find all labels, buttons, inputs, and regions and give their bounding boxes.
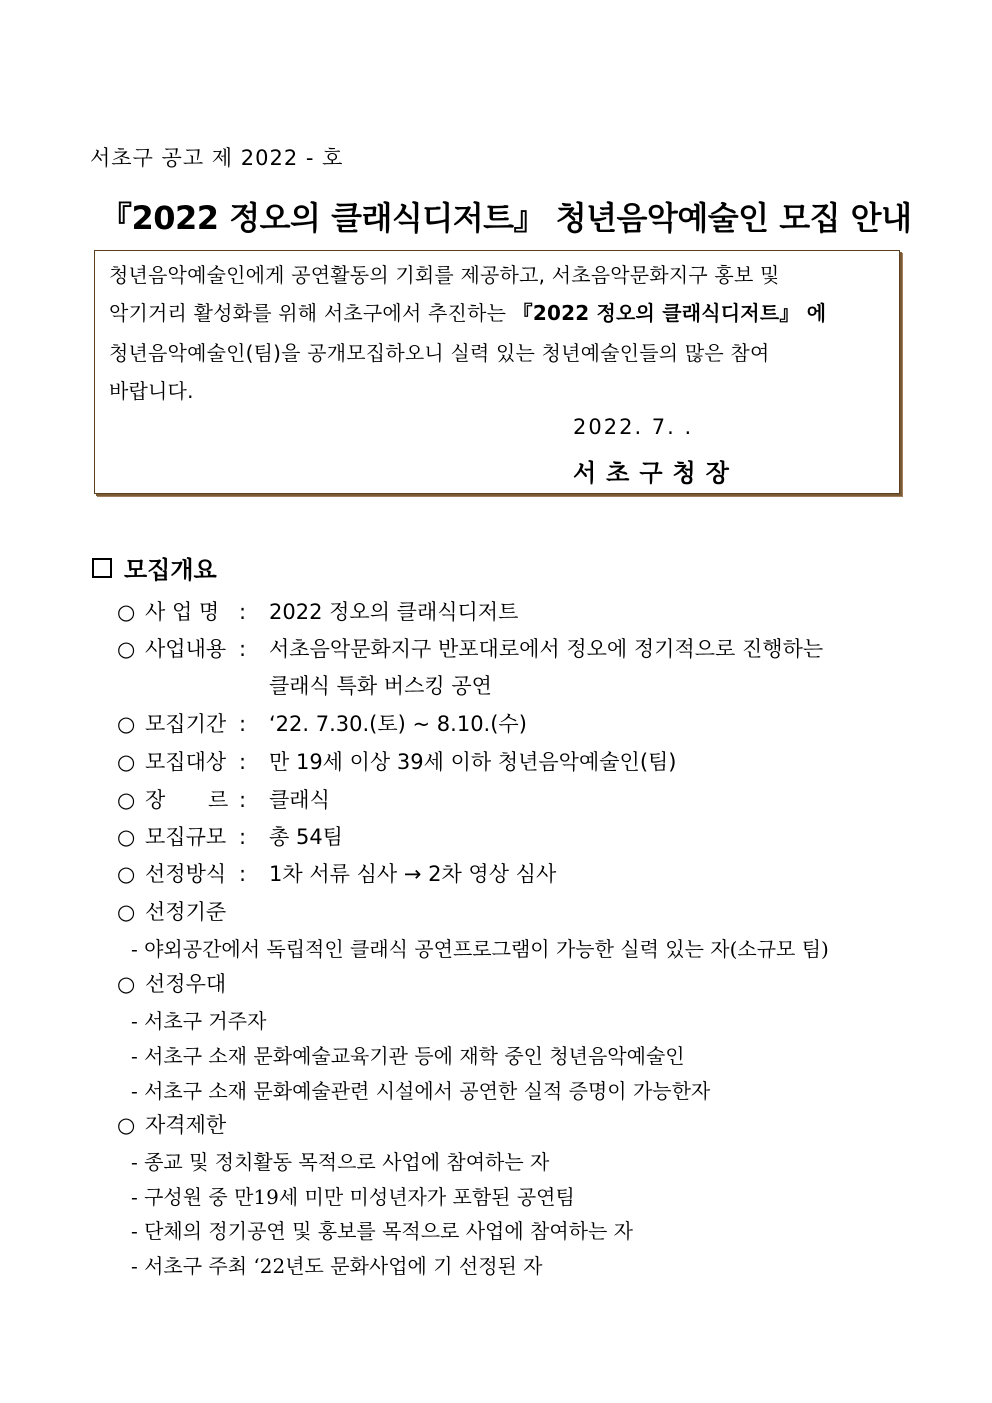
item-target [117,746,677,776]
item-business-content [117,633,823,663]
intro-line-4: 바랍니다. [109,379,194,403]
section-title [92,550,217,585]
item-colon: : [239,825,247,849]
section-title-text: 모집개요 [124,556,217,584]
item-value: 1차 서류 심사 → 2차 영상 심사 [269,862,557,886]
notice-date: 2022. 7. . [573,415,694,439]
item-value: 2022 정오의 클래식디저트 [269,600,519,624]
item-business-content-cont [269,670,492,700]
criteria-item: - 야외공간에서 독립적인 클래식 공연프로그램이 가능한 실력 있는 자(소규모 팀) [131,937,829,961]
preference-item: - 서초구 소재 문화예술관련 시설에서 공연한 실적 증명이 가능한자 [131,1079,711,1103]
page-title: 『2022 정오의 클래식디저트』 청년음악예술인 모집 안내 [100,199,912,237]
intro-line-1: 청년음악예술인에게 공연활동의 기회를 제공하고, 서초음악문화지구 홍보 및 [109,263,780,287]
item-value: 서초음악문화지구 반포대로에서 정오에 정기적으로 진행하는 [269,637,824,661]
bullet-icon: ○ [117,712,136,736]
intro-line-2-project: 『2022 정오의 클래식디저트』 에 [512,301,827,325]
item-scale [117,821,343,851]
restriction-item: - 서초구 주최 ‘22년도 문화사업에 기 선정된 자 [131,1254,543,1278]
item-period [117,708,527,738]
bullet-icon: ○ [117,1113,136,1137]
item-label: 선정우대 [145,972,227,996]
item-value: 클래식 [269,788,330,812]
intro-line-3: 청년음악예술인(팀)을 공개모집하오니 실력 있는 청년예술인들의 많은 참여 [109,341,770,365]
item-label: 모집규모 [145,825,227,849]
item-genre [117,784,330,814]
item-value: 만 19세 이상 39세 이하 청년음악예술인(팀) [269,750,677,774]
intro-line-2 [109,297,826,326]
item-label: 자격제한 [145,1113,227,1137]
item-label: 선정방식 [145,862,227,886]
bullet-icon: ○ [117,637,136,661]
item-selection-method [117,858,556,888]
item-selection-criteria [117,896,226,926]
bullet-icon: ○ [117,862,136,886]
checkbox-icon [92,558,112,578]
item-label: 사업내용 [145,637,227,661]
intro-box [94,250,900,494]
preference-item: - 서초구 소재 문화예술교육기관 등에 재학 중인 청년음악예술인 [131,1044,685,1068]
item-value: ‘22. 7.30.(토) ~ 8.10.(수) [269,712,527,736]
restriction-item: - 구성원 중 만19세 미만 미성년자가 포함된 공연팀 [131,1185,575,1209]
preference-item: - 서초구 거주자 [131,1009,267,1033]
restriction-item: - 단체의 정기공연 및 홍보를 목적으로 사업에 참여하는 자 [131,1219,633,1243]
item-value-cont: 클래식 특화 버스킹 공연 [269,674,492,698]
intro-line-2-text: 악기거리 활성화를 위해 서초구에서 추진하는 [109,301,513,325]
item-colon: : [239,637,247,661]
bullet-icon: ○ [117,900,136,924]
signature: 서초구청장 [573,459,739,487]
item-label: 모집기간 [145,712,227,736]
item-colon: : [239,862,247,886]
item-business-name [117,596,518,626]
item-value: 총 54팀 [269,825,343,849]
item-restrictions [117,1109,226,1139]
item-label: 장 르 [145,788,239,812]
item-preference [117,968,226,998]
bullet-icon: ○ [117,600,136,624]
item-colon: : [239,600,247,624]
restriction-item: - 종교 및 정치활동 목적으로 사업에 참여하는 자 [131,1150,550,1174]
bullet-icon: ○ [117,825,136,849]
bullet-icon: ○ [117,750,136,774]
bullet-icon: ○ [117,788,136,812]
notice-number: 서초구 공고 제 2022 - 호 [90,146,344,170]
item-colon: : [239,788,247,812]
item-colon: : [239,712,247,736]
item-label: 모집대상 [145,750,227,774]
item-colon: : [239,750,247,774]
item-label: 사 업 명 [145,600,220,624]
bullet-icon: ○ [117,972,136,996]
item-label: 선정기준 [145,900,227,924]
